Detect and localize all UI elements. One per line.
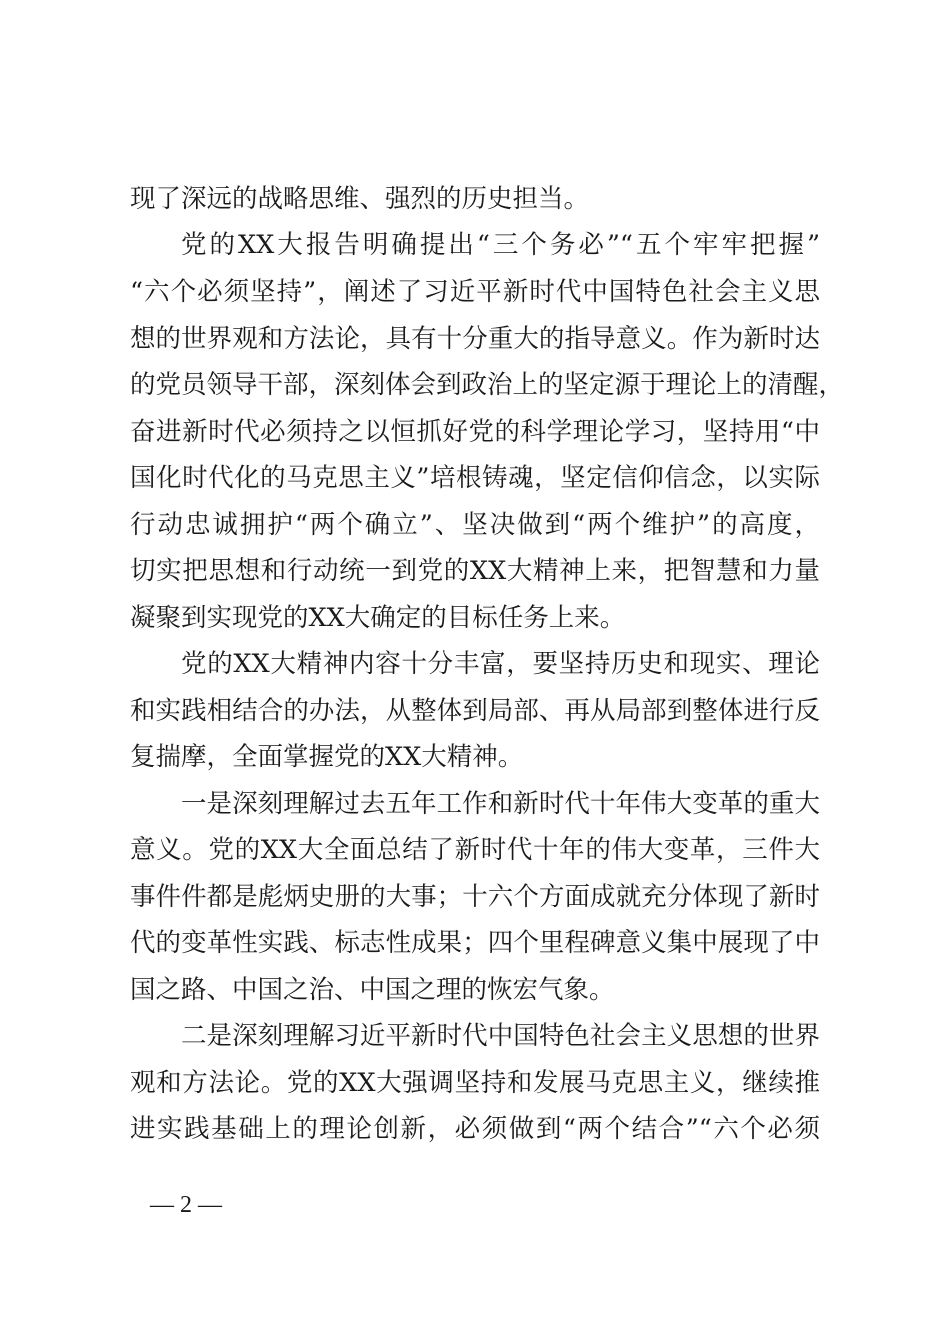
page-number: — 2 — [150, 1192, 222, 1218]
text-line: “六个必须坚持”，阐述了习近平新时代中国特色社会主义思 [130, 277, 820, 307]
text-line: 国化时代化的马克思主义”培根铸魂，坚定信仰信念，以实际 [130, 463, 820, 493]
text-line: 行动忠诚拥护“两个确立”、坚决做到“两个维护”的高度， [130, 510, 820, 540]
text-line: 切实把思想和行动统一到党的XX大精神上来，把智慧和力量 [130, 556, 820, 586]
text-line: 观和方法论。党的XX大强调坚持和发展马克思主义，继续推 [130, 1068, 820, 1098]
text-line: 意义。党的XX大全面总结了新时代十年的伟大变革，三件大 [130, 835, 820, 865]
text-line: 党的XX大精神内容十分丰富，要坚持历史和现实、理论 [181, 649, 820, 679]
text-line: 二是深刻理解习近平新时代中国特色社会主义思想的世界 [181, 1021, 820, 1051]
text-line: 的党员领导干部，深刻体会到政治上的坚定源于理论上的清醒， [130, 370, 845, 400]
text-line: 一是深刻理解过去五年工作和新时代十年伟大变革的重大 [181, 789, 820, 819]
text-line: 复揣摩，全面掌握党的XX大精神。 [130, 742, 524, 772]
text-line: 代的变革性实践、标志性成果；四个里程碑意义集中展现了中 [130, 928, 820, 958]
text-line: 奋进新时代必须持之以恒抓好党的科学理论学习，坚持用“中 [130, 417, 820, 447]
text-line: 国之路、中国之治、中国之理的恢宏气象。 [130, 975, 615, 1005]
text-line: 和实践相结合的办法，从整体到局部、再从局部到整体进行反 [130, 696, 820, 726]
text-line: 凝聚到实现党的XX大确定的目标任务上来。 [130, 603, 626, 633]
text-line: 进实践基础上的理论创新，必须做到“两个结合”“六个必须 [130, 1114, 820, 1144]
text-line: 想的世界观和方法论，具有十分重大的指导意义。作为新时达 [130, 324, 820, 354]
text-line: 事件件都是彪炳史册的大事；十六个方面成就充分体现了新时 [130, 882, 820, 912]
text-line: 党的XX大报告明确提出“三个务必”“五个牢牢把握” [181, 230, 820, 260]
text-line: 现了深远的战略思维、强烈的历史担当。 [130, 184, 590, 214]
